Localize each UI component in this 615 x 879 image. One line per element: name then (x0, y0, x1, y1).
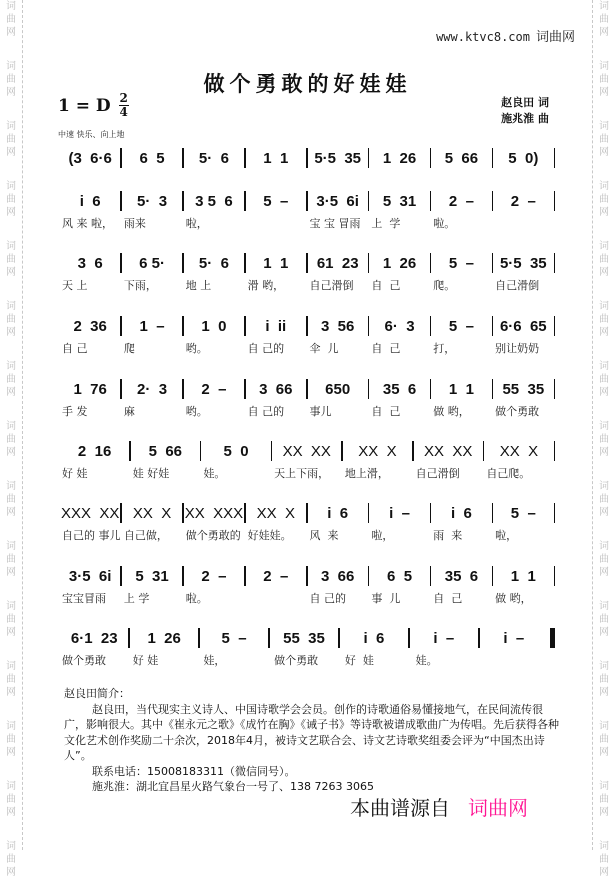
measure: 1 1 (448, 380, 474, 398)
measure: 2 – (510, 192, 536, 210)
key-signature (58, 93, 129, 118)
lyric: 好 娃 (344, 654, 374, 667)
lyric: 好娃娃。 (247, 529, 292, 542)
lyric: 好 娃 (62, 467, 88, 480)
measure: (3 6·6 (68, 149, 112, 167)
measure: 2 36 (73, 317, 107, 335)
lyric: 做个勇敢 (62, 654, 106, 667)
lyric: 下雨， (123, 279, 157, 292)
measure: i – (433, 629, 455, 647)
lyric (246, 590, 308, 606)
watermark-text: 词 曲 网 (6, 181, 16, 218)
measure: 5 – (510, 504, 536, 522)
measure: 1 26 (147, 629, 181, 647)
measure: 5 – (448, 254, 474, 272)
measure: XXX XX (61, 504, 120, 522)
measure: 2 – (263, 567, 289, 585)
measure: 3·5 6i (316, 192, 359, 210)
lyric-line (60, 465, 555, 481)
watermark-text: 词 曲 网 (599, 1, 609, 38)
lyric: 自 己 (371, 405, 401, 418)
lyric: 啦， (495, 529, 518, 542)
measure: 2· 3 (137, 380, 168, 398)
lyric: 雨 来 (433, 529, 463, 542)
barline (554, 503, 556, 523)
site-name: 词曲网 (535, 30, 575, 45)
score-row (60, 147, 555, 169)
lyric: 自己滑倒 (415, 467, 460, 480)
barline (554, 379, 556, 399)
measure: 3 66 (321, 567, 355, 585)
time-signature (119, 93, 129, 118)
measure: 1 1 (263, 254, 289, 272)
measure: i 6 (79, 192, 101, 210)
measure: 1 – (139, 317, 165, 335)
lyric: 自 己 (62, 342, 88, 355)
watermark-text: 词 曲 网 (6, 421, 16, 458)
watermark-text: 词 曲 网 (599, 301, 609, 338)
lyric: 啦， (371, 529, 394, 542)
measure: 5·5 35 (314, 149, 362, 167)
time-numerator: 2 (119, 91, 128, 105)
measure: 6·1 23 (70, 629, 118, 647)
measure: 2 – (448, 192, 474, 210)
lyric: 自 己 (371, 342, 401, 355)
watermark-text: 词 曲 网 (6, 241, 16, 278)
watermark-text: 词 曲 网 (6, 781, 16, 818)
lyric: 哟。 (185, 342, 208, 355)
measure: 2 – (201, 567, 227, 585)
measure: i – (389, 504, 410, 522)
lyric: 手 发 (62, 405, 88, 418)
measure: 3 66 (259, 380, 293, 398)
lyric: 风 来 啦， (62, 217, 113, 230)
measure: 1 26 (382, 254, 417, 272)
lyric: 事 儿 (371, 592, 401, 605)
lyric: 滑 哟， (247, 279, 285, 292)
measure: 6· 3 (384, 317, 415, 335)
measure: i 6 (327, 504, 349, 522)
lyric (246, 215, 308, 231)
measure: 6·6 65 (499, 317, 547, 335)
measure: 1 76 (73, 380, 107, 398)
lyric-line (60, 590, 555, 606)
measure: 1 0 (201, 317, 227, 335)
watermark-text: 词 曲 网 (599, 601, 609, 638)
source-note (350, 792, 528, 821)
watermark-text: 词 曲 网 (6, 481, 16, 518)
score-row (60, 315, 555, 356)
watermark-text: 词 曲 网 (6, 121, 16, 158)
bio-heading: 赵良田简介： (64, 687, 130, 700)
note-line (60, 147, 555, 169)
watermark-text: 词 曲 网 (6, 301, 16, 338)
lyric: 别让奶奶 (495, 342, 540, 355)
note-line (60, 315, 555, 337)
barline (554, 566, 556, 586)
note-line (60, 440, 555, 462)
score-row (60, 252, 555, 293)
score-row (60, 190, 555, 231)
barline (550, 628, 555, 648)
measure: 5· 6 (198, 149, 229, 167)
lyric: 爬 (123, 342, 135, 355)
lyric: 上 学 (123, 592, 150, 605)
lyric: 打， (433, 342, 456, 355)
watermark-text: 词 曲 网 (6, 1, 16, 38)
lyric: 娃， (203, 654, 226, 667)
lyric: 自 己的 (247, 342, 285, 355)
measure: 5 66 (444, 149, 479, 167)
lyric: 自 己 (371, 279, 401, 292)
score-row (60, 440, 555, 481)
lyric: 天上下雨， (274, 467, 330, 480)
lyric: 啦。 (185, 592, 208, 605)
site-url-header (436, 26, 575, 45)
lyric: 好 娃 (132, 654, 159, 667)
watermark-text: 词 曲 网 (6, 61, 16, 98)
lyric: 自己的 事儿 (62, 529, 121, 542)
measure: XX XX (424, 442, 473, 460)
lyric-line (60, 527, 555, 543)
site-url: www.ktvc8.com (436, 30, 530, 44)
lyric: 做 哟， (495, 592, 532, 605)
lyric: 娃。 (415, 654, 438, 667)
lyric: 啦， (185, 217, 208, 230)
source-prefix: 本曲谱源自 (350, 796, 450, 820)
watermark-column-right (592, 0, 615, 878)
barline (554, 191, 556, 211)
measure: 1 1 (510, 567, 536, 585)
measure: 35 6 (382, 380, 417, 398)
score-row (60, 627, 555, 668)
lyric: 做个勇敢 (495, 405, 540, 418)
lyric: 天 上 (62, 279, 88, 292)
barline (554, 316, 556, 336)
lyric: 做个勇敢的 (185, 529, 241, 542)
measure: 6 5· (139, 254, 165, 272)
measure: 3·5 6i (68, 567, 112, 585)
lyric: 娃。 (203, 467, 226, 480)
note-line (60, 190, 555, 212)
watermark-text: 词 曲 网 (6, 541, 16, 578)
lyric-line (60, 652, 555, 668)
lyric: 雨来 (123, 217, 146, 230)
measure: XX X (358, 442, 397, 460)
watermark-text: 词 曲 网 (599, 841, 609, 878)
time-denominator: 4 (119, 105, 128, 119)
lyric: 爬。 (433, 279, 456, 292)
barline (554, 253, 556, 273)
lyric: 自己爬。 (486, 467, 531, 480)
measure: 5 – (221, 629, 247, 647)
lyric: 伞 儿 (309, 342, 339, 355)
measure: 6 5 (387, 567, 413, 585)
measure: 5· 3 (137, 192, 168, 210)
watermark-text: 词 曲 网 (6, 361, 16, 398)
lyric: 自 己的 (247, 405, 285, 418)
lyric: 宝宝冒雨 (62, 592, 106, 605)
lyric: 事儿 (309, 405, 332, 418)
measure: 1 1 (263, 149, 289, 167)
lyric: 宝 宝 冒雨 (309, 217, 361, 230)
watermark-text: 词 曲 网 (599, 781, 609, 818)
measure: 3 56 (321, 317, 355, 335)
bio-paragraph: 赵良田，当代现实主义诗人、中国诗歌学会会员。创作的诗歌通俗易懂接地气，在民间流传很广，影响很大。其中《崔永元之歌》《成竹在胸》《诫子书》等诗歌被谱成歌曲广为传唱。先后获得各种文化艺术创作奖励二十余次，2018年4月，被诗文艺联合会、诗文艺诗歌奖组委会评为“中国杰出诗人”。 (64, 702, 559, 762)
measure: XX XX (282, 442, 331, 460)
lyric: 地 上 (185, 279, 212, 292)
watermark-text: 词 曲 网 (599, 181, 609, 218)
measure: 1 26 (382, 149, 417, 167)
score-row (60, 502, 555, 543)
measure: 55 35 (502, 380, 545, 398)
measure: i ii (265, 317, 287, 335)
watermark-text: 词 曲 网 (599, 481, 609, 518)
measure: 5 31 (382, 192, 417, 210)
watermark-text: 词 曲 网 (599, 61, 609, 98)
lyric: 自 己的 (309, 592, 346, 605)
watermark-text: 词 曲 网 (599, 661, 609, 698)
key-label: 1 = D (58, 95, 111, 116)
measure: 5·5 35 (499, 254, 547, 272)
bio-contact: 联系电话：15008183311（微信同号）。 (92, 764, 296, 778)
lyric-line (60, 277, 555, 293)
tempo-marking: 中速 快乐、向上地 (58, 130, 125, 139)
lyricist-credit: 赵良田 词 (501, 96, 549, 109)
measure: 35 6 (444, 567, 479, 585)
lyric: 麻 (123, 405, 135, 418)
watermark-text: 词 曲 网 (6, 601, 16, 638)
composer-contact: 施兆淮：湖北宜昌星火路气象台一号了、138 7263 3065 (92, 780, 374, 793)
score-row (60, 565, 555, 606)
lyric (484, 652, 555, 668)
measure: XX XXX (184, 504, 244, 522)
watermark-text: 词 曲 网 (599, 721, 609, 758)
lyric-line (60, 215, 555, 231)
measure: i – (503, 629, 525, 647)
measure: XX X (499, 442, 539, 460)
score-row (60, 378, 555, 419)
measure: 5 – (263, 192, 289, 210)
source-brand: 词曲网 (468, 796, 528, 820)
watermark-text: 词 曲 网 (599, 121, 609, 158)
measure: 3 6 (77, 254, 103, 272)
lyric: 自己做， (123, 529, 168, 542)
lyric: 自己滑倒 (309, 279, 354, 292)
measure: 5 – (448, 317, 474, 335)
song-title: 做个勇敢的好娃娃 (203, 71, 412, 96)
watermark-text: 词 曲 网 (599, 361, 609, 398)
measure: 6 5 (139, 149, 165, 167)
barline (554, 148, 556, 168)
lyric: 上 学 (371, 217, 401, 230)
bio-section (64, 686, 564, 795)
lyric: 风 来 (309, 529, 339, 542)
watermark-text: 词 曲 网 (6, 661, 16, 698)
measure: 650 (325, 380, 351, 398)
lyric: 地上滑， (344, 467, 389, 480)
measure: i 6 (363, 629, 385, 647)
note-line (60, 252, 555, 274)
measure: 61 23 (316, 254, 359, 272)
measure: 5· 6 (198, 254, 229, 272)
note-line (60, 627, 555, 649)
lyric (493, 215, 555, 231)
measure: 2 – (201, 380, 227, 398)
measure: 5 66 (148, 442, 183, 460)
measure: 55 35 (283, 629, 325, 647)
barline (554, 441, 556, 461)
note-line (60, 378, 555, 400)
measure: 3 5 6 (195, 192, 233, 210)
watermark-text: 词 曲 网 (6, 721, 16, 758)
note-line (60, 502, 555, 524)
lyric: 自己滑倒 (495, 279, 540, 292)
note-line (60, 565, 555, 587)
watermark-text: 词 曲 网 (599, 241, 609, 278)
measure: XX X (256, 504, 295, 522)
lyric: 自 己 (433, 592, 463, 605)
lyric: 啦。 (433, 217, 456, 230)
lyric: 做 哟， (433, 405, 470, 418)
watermark-text: 词 曲 网 (6, 841, 16, 878)
lyric-line (60, 403, 555, 419)
watermark-column-left (0, 0, 23, 878)
measure: 5 0) (508, 149, 539, 167)
measure: 5 31 (135, 567, 169, 585)
measure: 2 16 (77, 442, 112, 460)
lyric-line (60, 340, 555, 356)
credits (501, 95, 549, 127)
lyric: 娃 好娃 (132, 467, 170, 480)
lyric: 做个勇敢 (274, 654, 319, 667)
measure: 5 0 (223, 442, 249, 460)
measure: i 6 (451, 504, 472, 522)
lyric: 哟。 (185, 405, 208, 418)
watermark-text: 词 曲 网 (599, 541, 609, 578)
measure: XX X (132, 504, 172, 522)
composer-credit: 施兆淮 曲 (501, 112, 549, 125)
watermark-text: 词 曲 网 (599, 421, 609, 458)
